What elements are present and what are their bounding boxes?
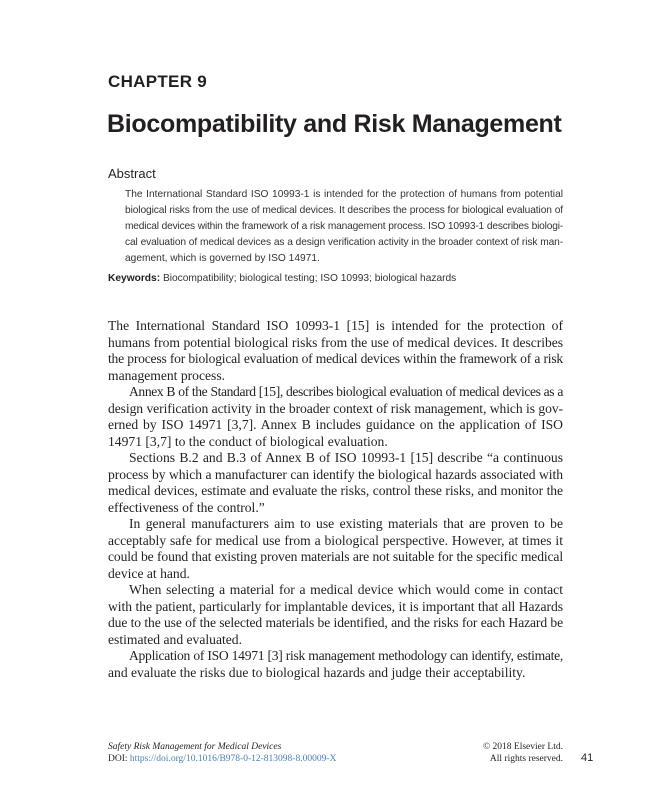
text-line: estimated and evaluated.: [108, 631, 242, 647]
abstract-line: medical devices within the framework of a risk management process. ISO 10993-1 describes biologi-: [125, 221, 563, 232]
text-line: Sections B.2 and B.3 of Annex B of ISO 10993-1 [15] describe “a continuous: [129, 450, 563, 465]
text-line: humans from potential biological risks from the use of medical devices. It describes: [108, 334, 563, 350]
abstract-text: [125, 187, 563, 267]
text-line: Application of ISO 14971 [3] risk management methodology can identify, estimate,: [129, 648, 563, 663]
abstract-line: biological risks from the use of medical devices. It describes the process for biological evaluation of: [125, 205, 563, 216]
text-line: Annex B of the Standard [15], describes biological evaluation of medical devices as a: [129, 384, 563, 399]
abstract-line: cal evaluation of medical devices as a design verification activity in the broader context of risk man-: [125, 237, 563, 248]
abstract-line: agement, which is governed by ISO 14971.: [125, 253, 320, 264]
text-line: In general manufacturers aim to use existing materials that are proven to be: [129, 516, 563, 531]
text-line: device at hand.: [108, 565, 190, 581]
text-line: could be found that existing proven materials are not suitable for the specific medical: [108, 549, 563, 564]
text-line: management process.: [108, 367, 226, 383]
doi-link[interactable]: https://doi.org/10.1016/B978-0-12-813098-8.00009-X: [129, 754, 337, 764]
abstract-line: The International Standard ISO 10993-1 is intended for the protection of humans from potential: [125, 189, 563, 200]
keywords-list: Biocompatibility; biological testing; ISO 10993; biological hazards: [162, 273, 457, 284]
text-line: design verification activity in the broader context of risk management, which is gov-: [108, 400, 563, 416]
page-number: 41: [581, 752, 594, 764]
page-footer: [108, 741, 563, 765]
paragraph: [108, 384, 563, 450]
body-text: [108, 318, 563, 681]
paragraph: [108, 648, 563, 681]
text-line: and evaluate the risks due to biological hazards and judge their acceptability.: [108, 664, 526, 680]
text-line: erned by ISO 14971 [3,7]. Annex B includes guidance on the application of ISO: [108, 417, 563, 432]
rights: All rights reserved.: [489, 754, 563, 764]
paragraph: [108, 450, 563, 516]
text-line: the process for biological evaluation of medical devices within the framework of a risk: [108, 351, 563, 366]
abstract-heading: Abstract: [108, 166, 156, 181]
text-line: effectiveness of the control.”: [108, 499, 265, 515]
paragraph: [108, 516, 563, 582]
text-line: When selecting a material for a medical device which would come in contact: [129, 582, 563, 597]
text-line: medical devices, estimate and evaluate the risks, control these risks, and monitor the: [108, 483, 563, 498]
text-line: The International Standard ISO 10993-1 [15] is intended for the protection of: [108, 318, 563, 333]
paragraph: [108, 318, 563, 384]
text-line: acceptably safe for medical use from a biological perspective. However, at times it: [108, 532, 563, 548]
text-line: due to the use of the selected materials be identified, and the risks for each Hazard be: [108, 615, 563, 630]
chapter-label: CHAPTER 9: [108, 72, 208, 91]
text-line: 14971 [3,7] to the conduct of biological evaluation.: [108, 433, 388, 449]
doi-label: DOI:: [108, 754, 128, 764]
book-title: Safety Risk Management for Medical Devices: [108, 742, 282, 752]
paragraph: [108, 582, 563, 648]
chapter-title: Biocompatibility and Risk Management: [107, 110, 562, 138]
keywords-label: Keywords:: [108, 273, 161, 284]
text-line: with the patient, particularly for implantable devices, it is important that all Hazards: [108, 598, 563, 614]
copyright: © 2018 Elsevier Ltd.: [482, 742, 563, 752]
keywords: [108, 273, 456, 284]
text-line: process by which a manufacturer can identify the biological hazards associated with: [108, 466, 563, 482]
